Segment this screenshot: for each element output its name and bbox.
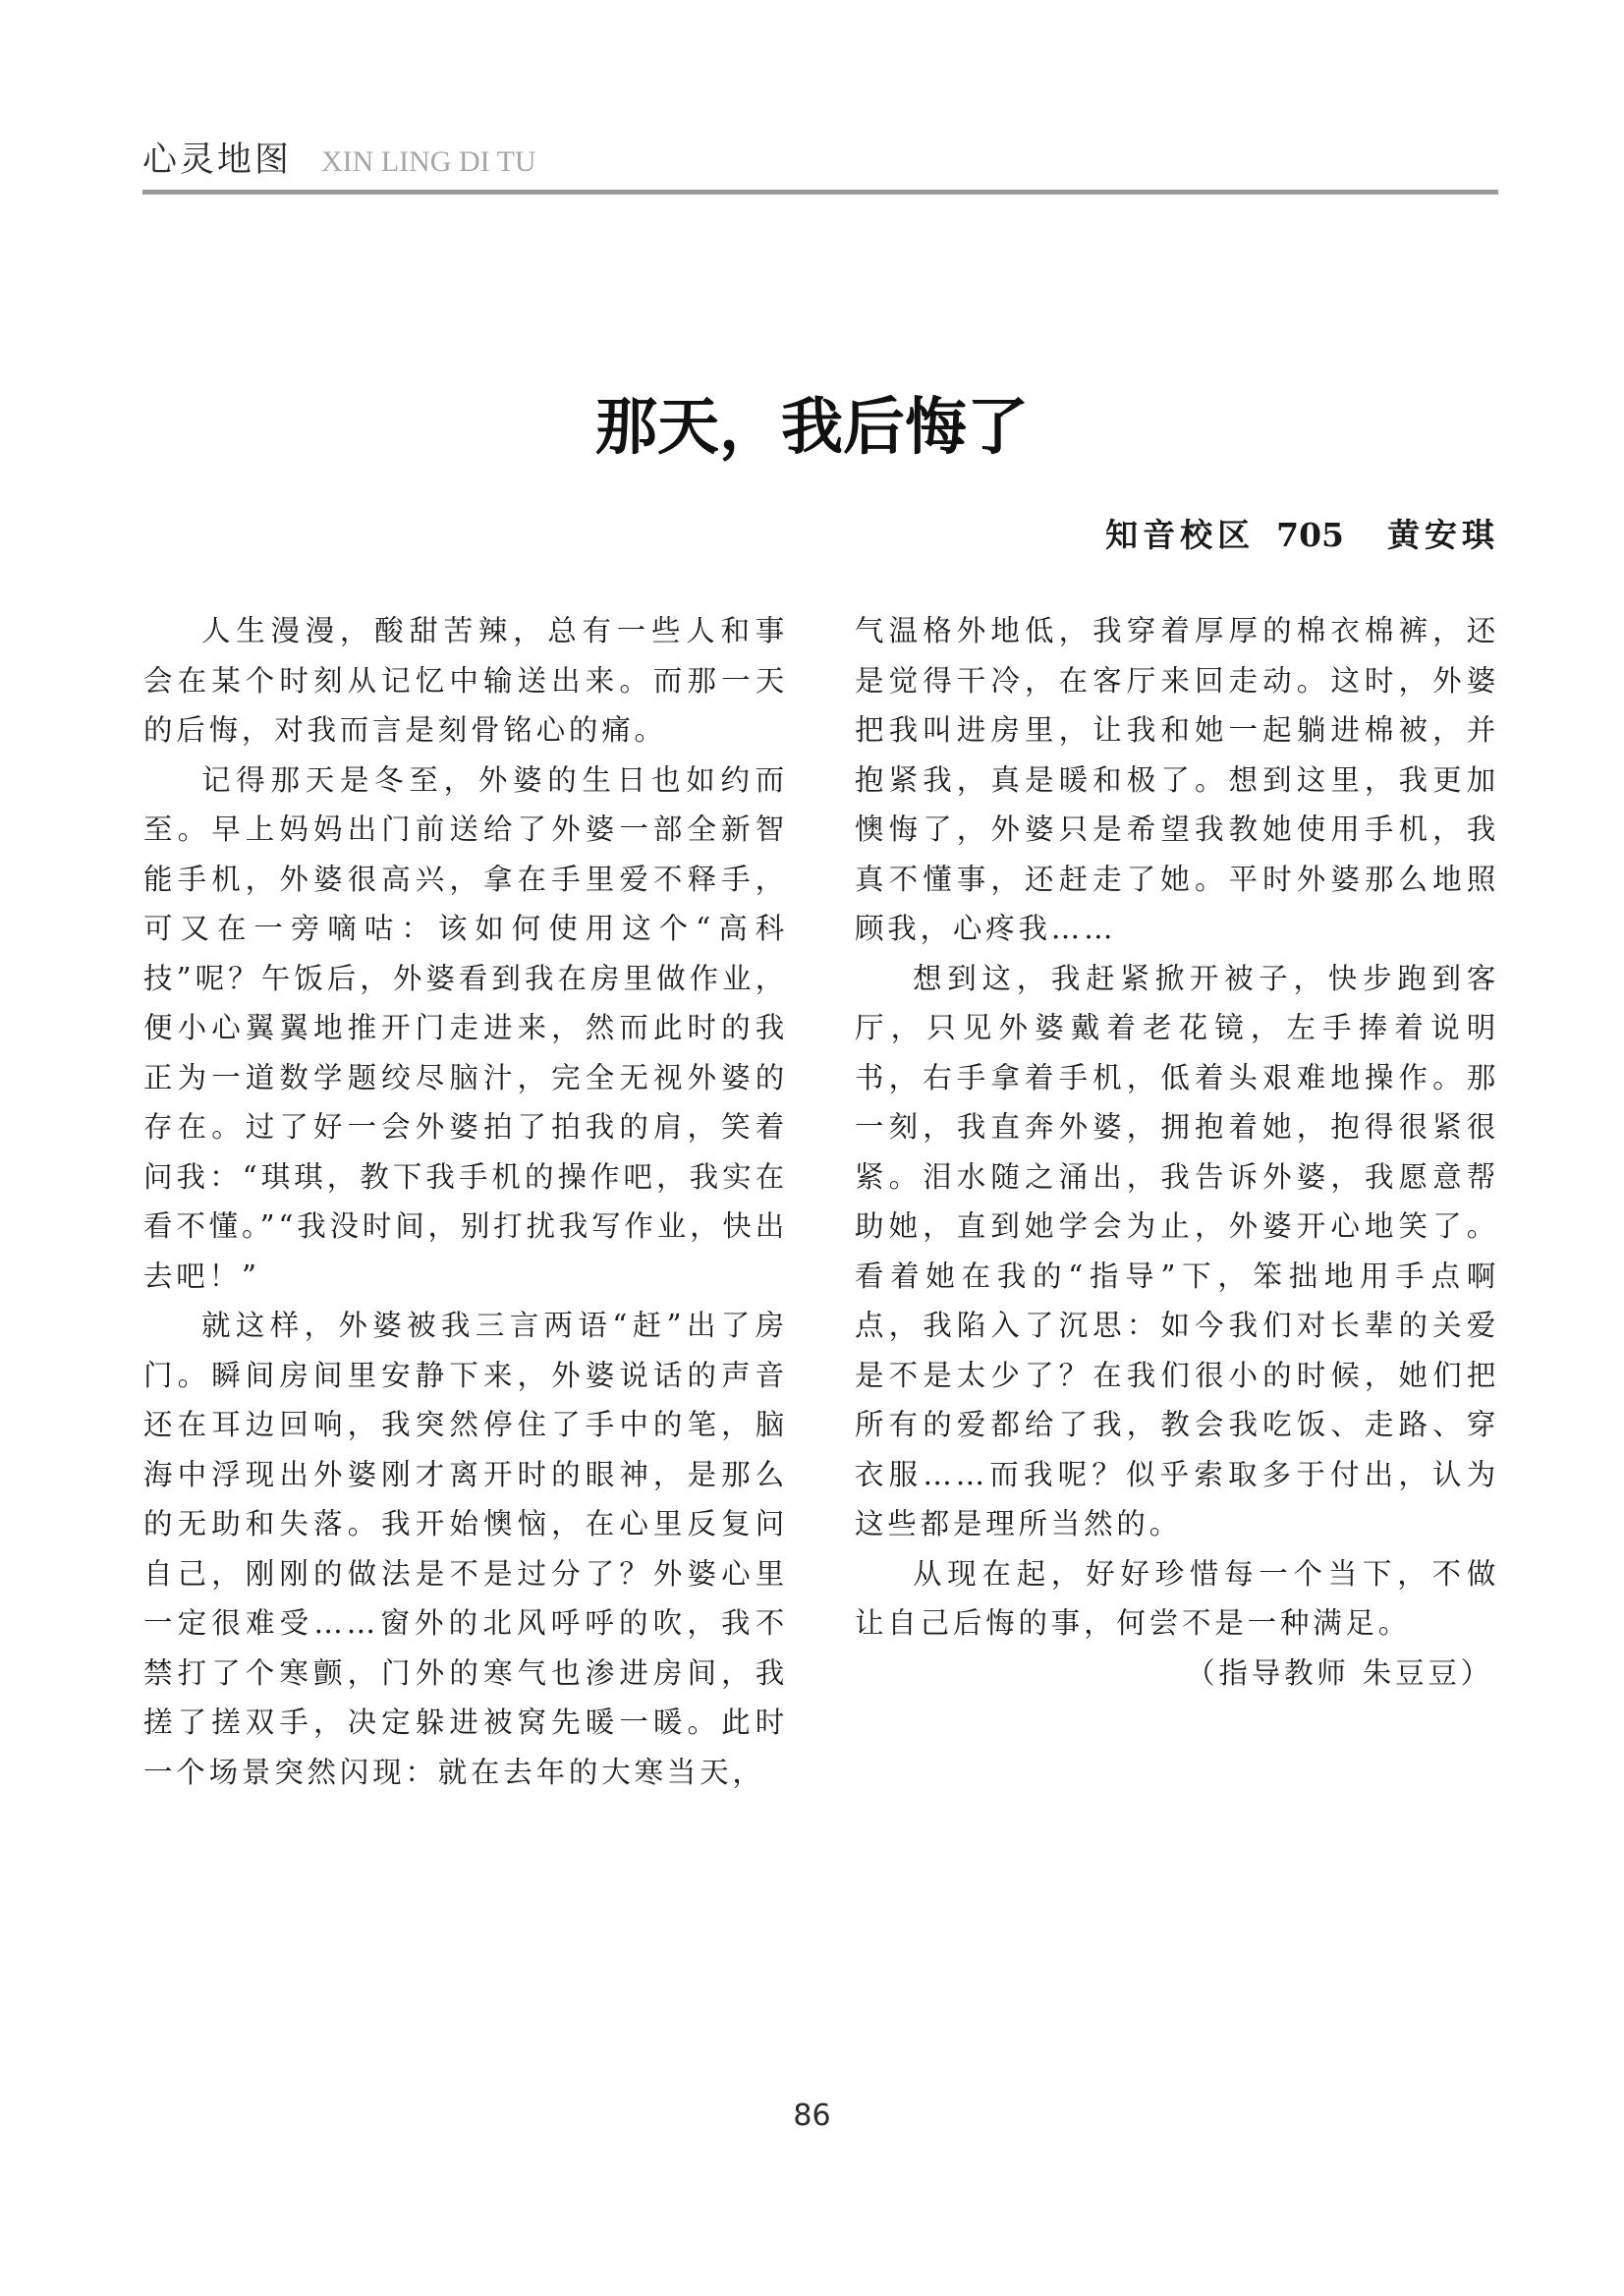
paragraph: 就这样，外婆被我三言两语“赶”出了房门。瞬间房间里安静下来，外婆说话的声音还在耳边回响，我突然停住了手中的笔，脑海中浮现出外婆刚才离开时的眼神，是那么的无助和失落。我开始懊恼，在心里反复问自己，刚刚的做法是不是过分了？外婆心里一定很难受……窗外的北风呼呼的吹，我不禁打了个寒颤，门外的寒气也渗进房间，我搓了搓双手，决定躲进被窝先暖一暖。此时一个场景突然闪现：就在去年的大寒当天， — [143, 1309, 788, 1789]
byline — [1105, 511, 1499, 560]
byline-school: 知音校区 — [1105, 516, 1256, 554]
page-number: 86 — [793, 2099, 831, 2133]
right-text-column — [855, 606, 1499, 1698]
column-pinyin: XIN LING DI TU — [321, 145, 536, 178]
column-name: 心灵地图 — [142, 140, 293, 180]
teacher-note: （指导教师 朱豆豆） — [1186, 1655, 1493, 1690]
byline-author: 黄安琪 — [1387, 516, 1499, 554]
paragraph: 从现在起，好好珍惜每一个当下，不做让自己后悔的事，何尝不是一种满足。 — [855, 1556, 1499, 1640]
article-title: 那天，我后悔了 — [595, 391, 1029, 464]
header-rule-divider — [142, 190, 1498, 195]
paragraph: 想到这，我赶紧掀开被子，快步跑到客厅，只见外婆戴着老花镜，左手捧着说明书，右手拿着手机，低着头艰难地操作。那一刻，我直奔外婆，拥抱着她，抱得很紧很紧。泪水随之涌出，我告诉外婆，我愿意帮助她，直到她学会为止，外婆开心地笑了。看着她在我的“指导”下，笨拙地用手点啊点，我陷入了沉思：如今我们对长辈的关爱是不是太少了？在我们很小的时候，她们把所有的爱都给了我，教会我吃饭、走路、穿衣服……而我呢？似乎索取多于付出，认为这些都是理所当然的。 — [855, 961, 1499, 1540]
paragraph-continuation: 气温格外地低，我穿着厚厚的棉衣棉裤，还是觉得干冷，在客厅来回走动。这时，外婆把我叫进房里，让我和她一起躺进棉被，并抱紧我，真是暖和极了。想到这里，我更加懊悔了，外婆只是希望我教她使用手机，我真不懂事，还赶走了她。平时外婆那么地照顾我，心疼我…… — [855, 614, 1499, 945]
left-text-column — [143, 606, 788, 1797]
paragraph: 记得那天是冬至，外婆的生日也如约而至。早上妈妈出门前送给了外婆一部全新智能手机，外婆很高兴，拿在手里爱不释手，可又在一旁嘀咕：该如何使用这个“高科技”呢？午饭后，外婆看到我在房里做作业，便小心翼翼地推开门走进来，然而此时的我正为一道数学题绞尽脑汁，完全无视外婆的存在。过了好一会外婆拍了拍我的肩，笑着问我：“琪琪，教下我手机的操作吧，我实在看不懂。”“我没时间，别打扰我写作业，快出去吧！” — [143, 762, 788, 1293]
running-head — [142, 136, 1498, 185]
byline-class-number: 705 — [1276, 516, 1344, 554]
paragraph: 人生漫漫，酸甜苦辣，总有一些人和事会在某个时刻从记忆中输送出来。而那一天的后悔，对我而言是刻骨铭心的痛。 — [143, 614, 788, 747]
